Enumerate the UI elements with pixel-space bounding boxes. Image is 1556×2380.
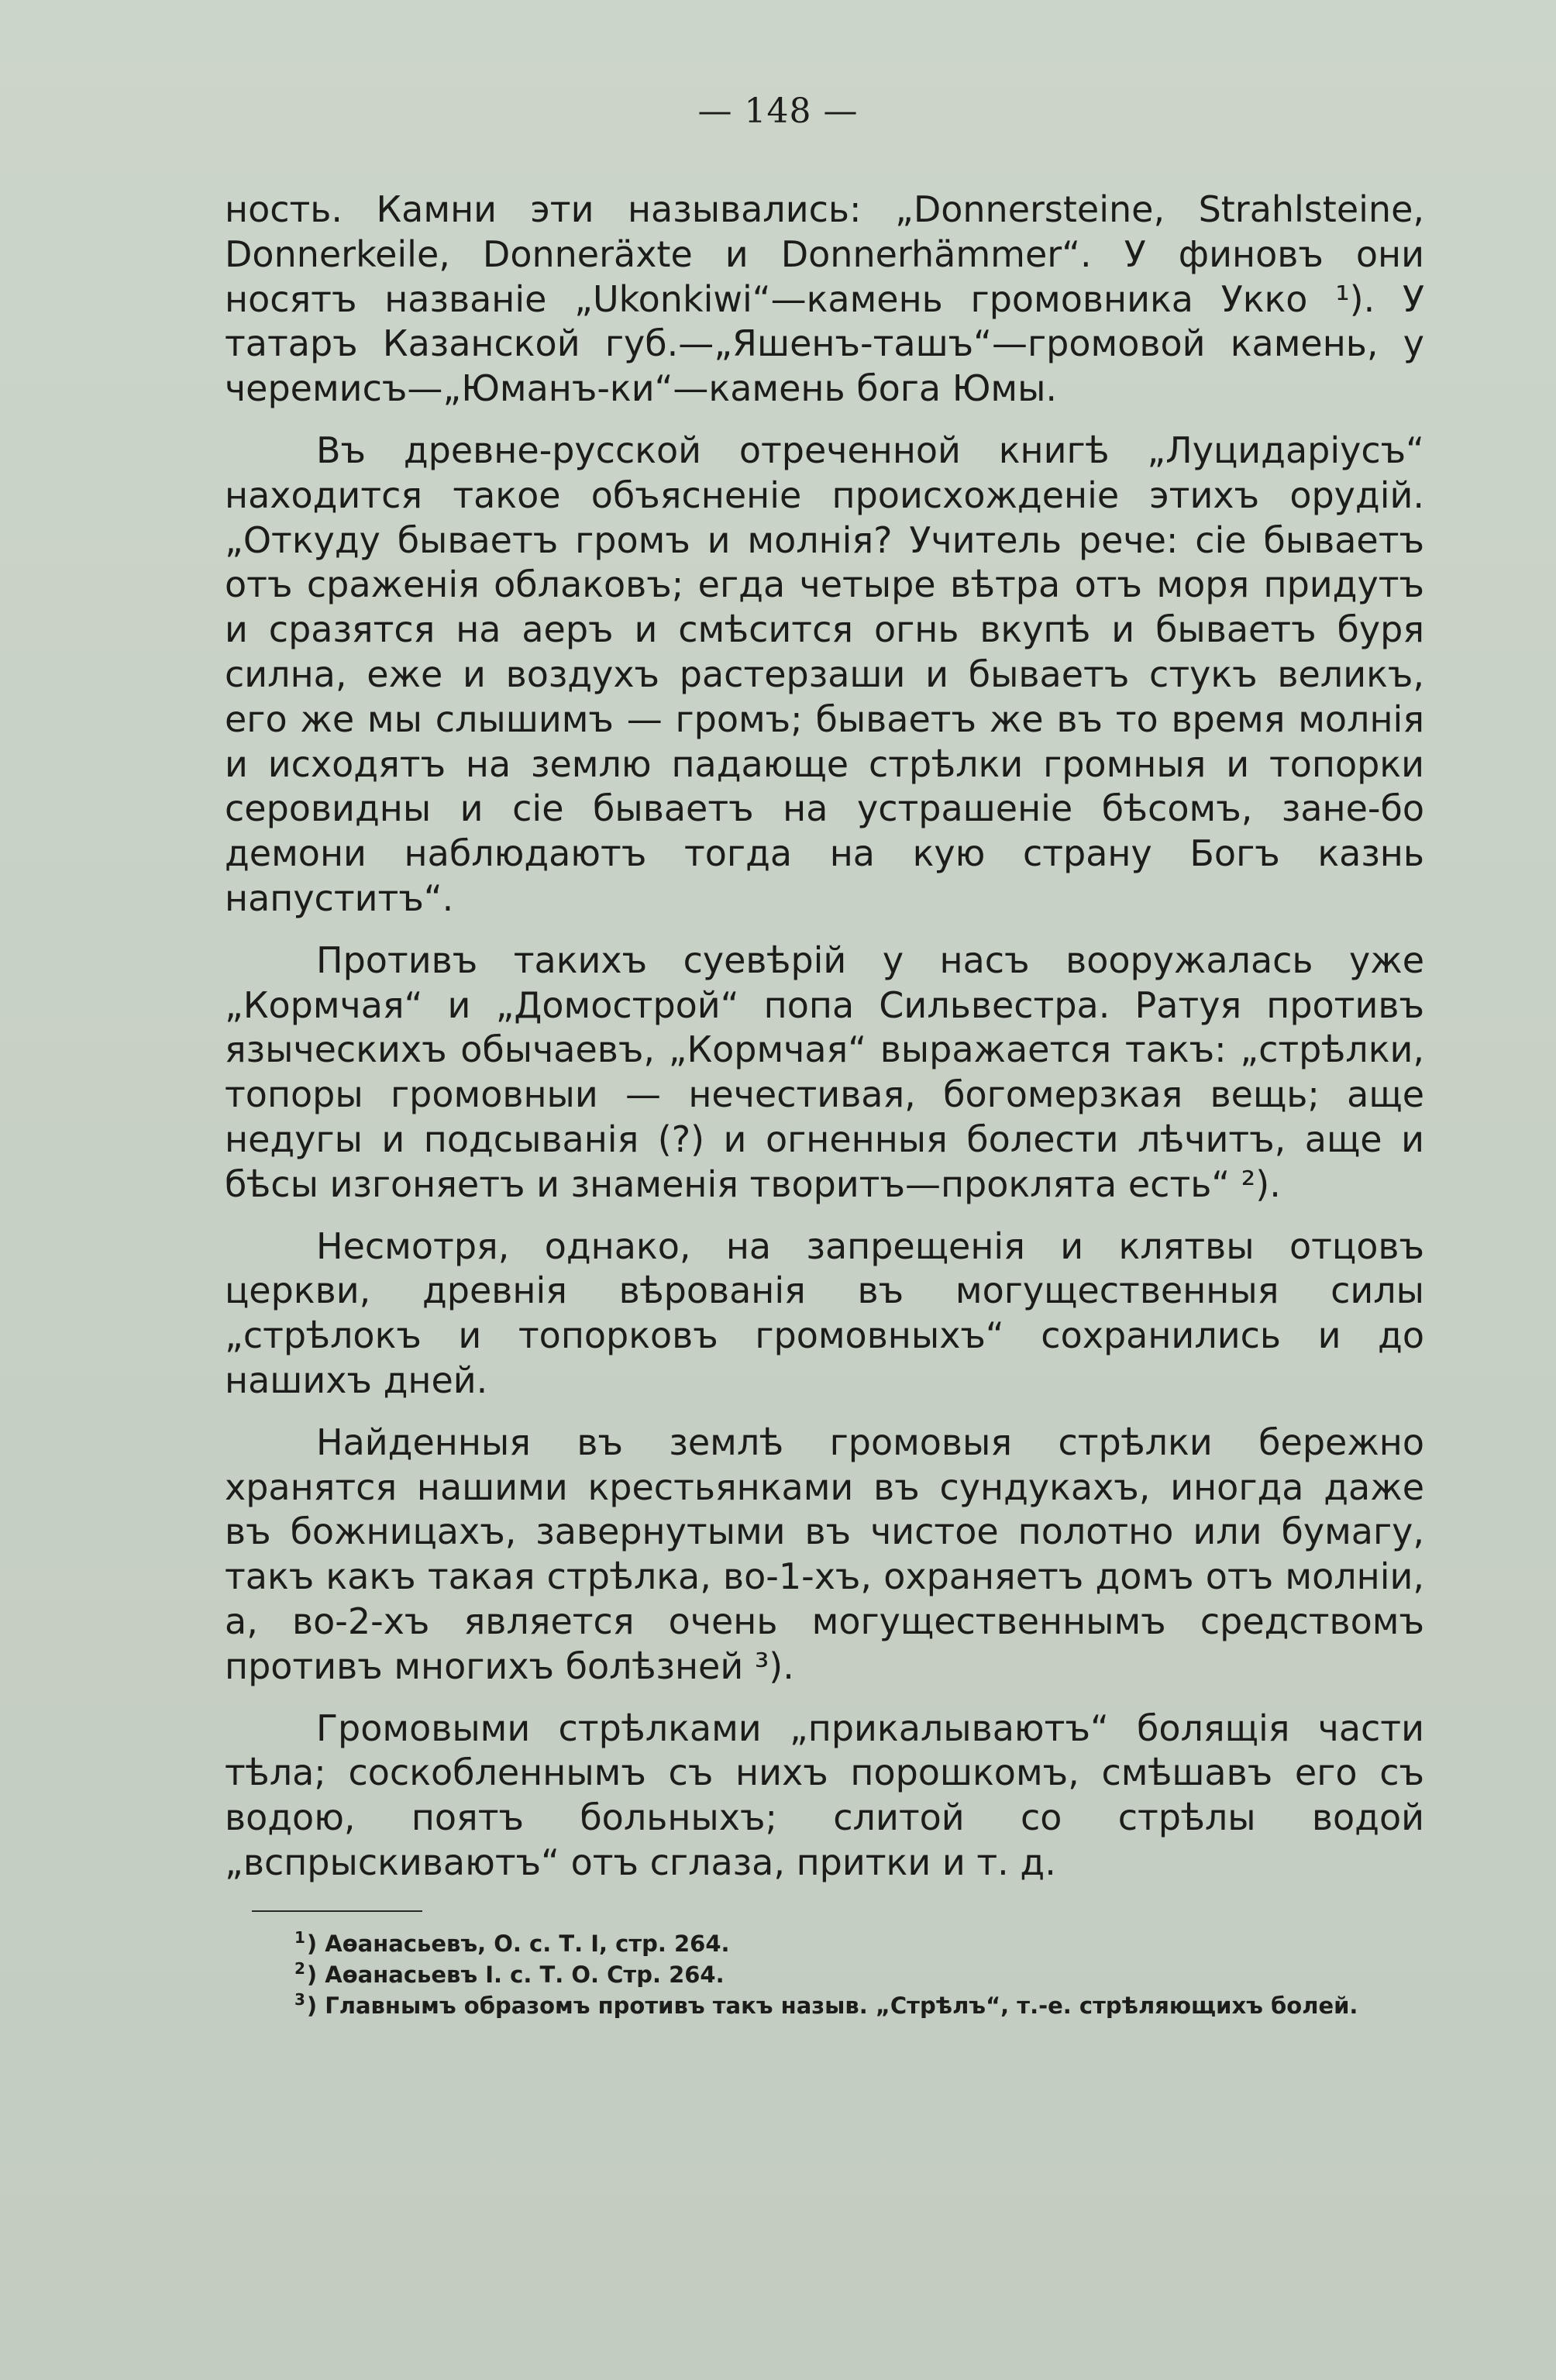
paragraph: Громовыми стрѣлками „прикалываютъ“ болящія части тѣла; соскобленнымъ съ нихъ порошкомъ, смѣшавъ его съ водою, поятъ больныхъ; слитой со стрѣлы водой „вспрыскиваютъ“ отъ сглаза, притки и т. д. (225, 1707, 1424, 1883)
footnote-divider (252, 1910, 422, 1912)
footnote-text: ) Главнымъ образомъ противъ такъ назыв. „Стрѣлъ“, т.-е. стрѣляющихъ болей. (306, 1993, 1358, 2019)
footnote-number: 2 (294, 1959, 305, 1979)
footnote-text: ) Аѳанасьевъ, О. с. Т. I, стр. 264. (306, 1931, 730, 1957)
footnote-item (225, 1990, 1424, 2021)
paragraph: Противъ такихъ суевѣрій у насъ вооружалась уже „Кормчая“ и „Домострой“ попа Сильвестра. Ратуя противъ языческихъ обычаевъ, „Кормчая“ выражается такъ: „стрѣлки, топоры громовныи — нечестивая, богомерзкая вещь; аще недугы и подсыванія (?) и огненныя болести лѣчитъ, аще и бѣсы изгоняетъ и знаменія творитъ—проклята есть“ ²). (225, 939, 1424, 1205)
footnote-text: ) Аѳанасьевъ I. с. Т. О. Стр. 264. (306, 1962, 725, 1988)
footnote-number: 1 (294, 1928, 305, 1948)
page-number: — 148 — (697, 91, 859, 131)
footnote-number: 3 (294, 1990, 305, 2010)
footnote-item (225, 1959, 1424, 1990)
paragraph: Найденныя въ землѣ громовыя стрѣлки бережно хранятся нашими крестьянками въ сундукахъ, иногда даже въ божницахъ, завернутыми въ чистое полотно или бумагу, такъ какъ такая стрѣлка, во-1-хъ, охраняетъ домъ отъ молніи, а, во-2-хъ является очень могущественнымъ средствомъ противъ многихъ болѣзней ³). (225, 1421, 1424, 1687)
body-text (225, 188, 1424, 1903)
paragraph: Въ древне-русской отреченной книгѣ „Луцидаріусъ“ находится такое объясненіе происхожденіе этихъ орудій. „Откуду бываетъ громъ и молнія? Учитель рече: сіе бываетъ отъ сраженія облаковъ; егда четыре вѣтра отъ моря придутъ и сразятся на аеръ и смѣсится огнь вкупѣ и бываетъ буря силна, еже и воздухъ растерзаши и бываетъ стукъ великъ, его же мы слышимъ — громъ; бываетъ же въ то время молнія и исходятъ на землю падающе стрѣлки громныя и топорки серовидны и сіе бываетъ на устрашеніе бѣсомъ, зане-бо демони наблюдаютъ тогда на кую страну Богъ казнь напуститъ“. (225, 429, 1424, 919)
paragraph: ность. Камни эти назывались: „Donnersteine, Strahlsteine, Donnerkeile, Donneräxte и Donnerhämmer“. У финовъ они носятъ названіе „Ukonkiwi“—камень громовника Укко ¹). У татаръ Казанской губ.—„Яшенъ-ташъ“—громовой камень, у черемисъ—„Юманъ-ки“—камень бога Юмы. (225, 188, 1424, 410)
paragraph: Несмотря, однако, на запрещенія и клятвы отцовъ церкви, древнія вѣрованія въ могущественныя силы „стрѣлокъ и топорковъ громовныхъ“ сохранились и до нашихъ дней. (225, 1224, 1424, 1401)
footnote-item (225, 1928, 1424, 1959)
footnotes (225, 1928, 1424, 2021)
